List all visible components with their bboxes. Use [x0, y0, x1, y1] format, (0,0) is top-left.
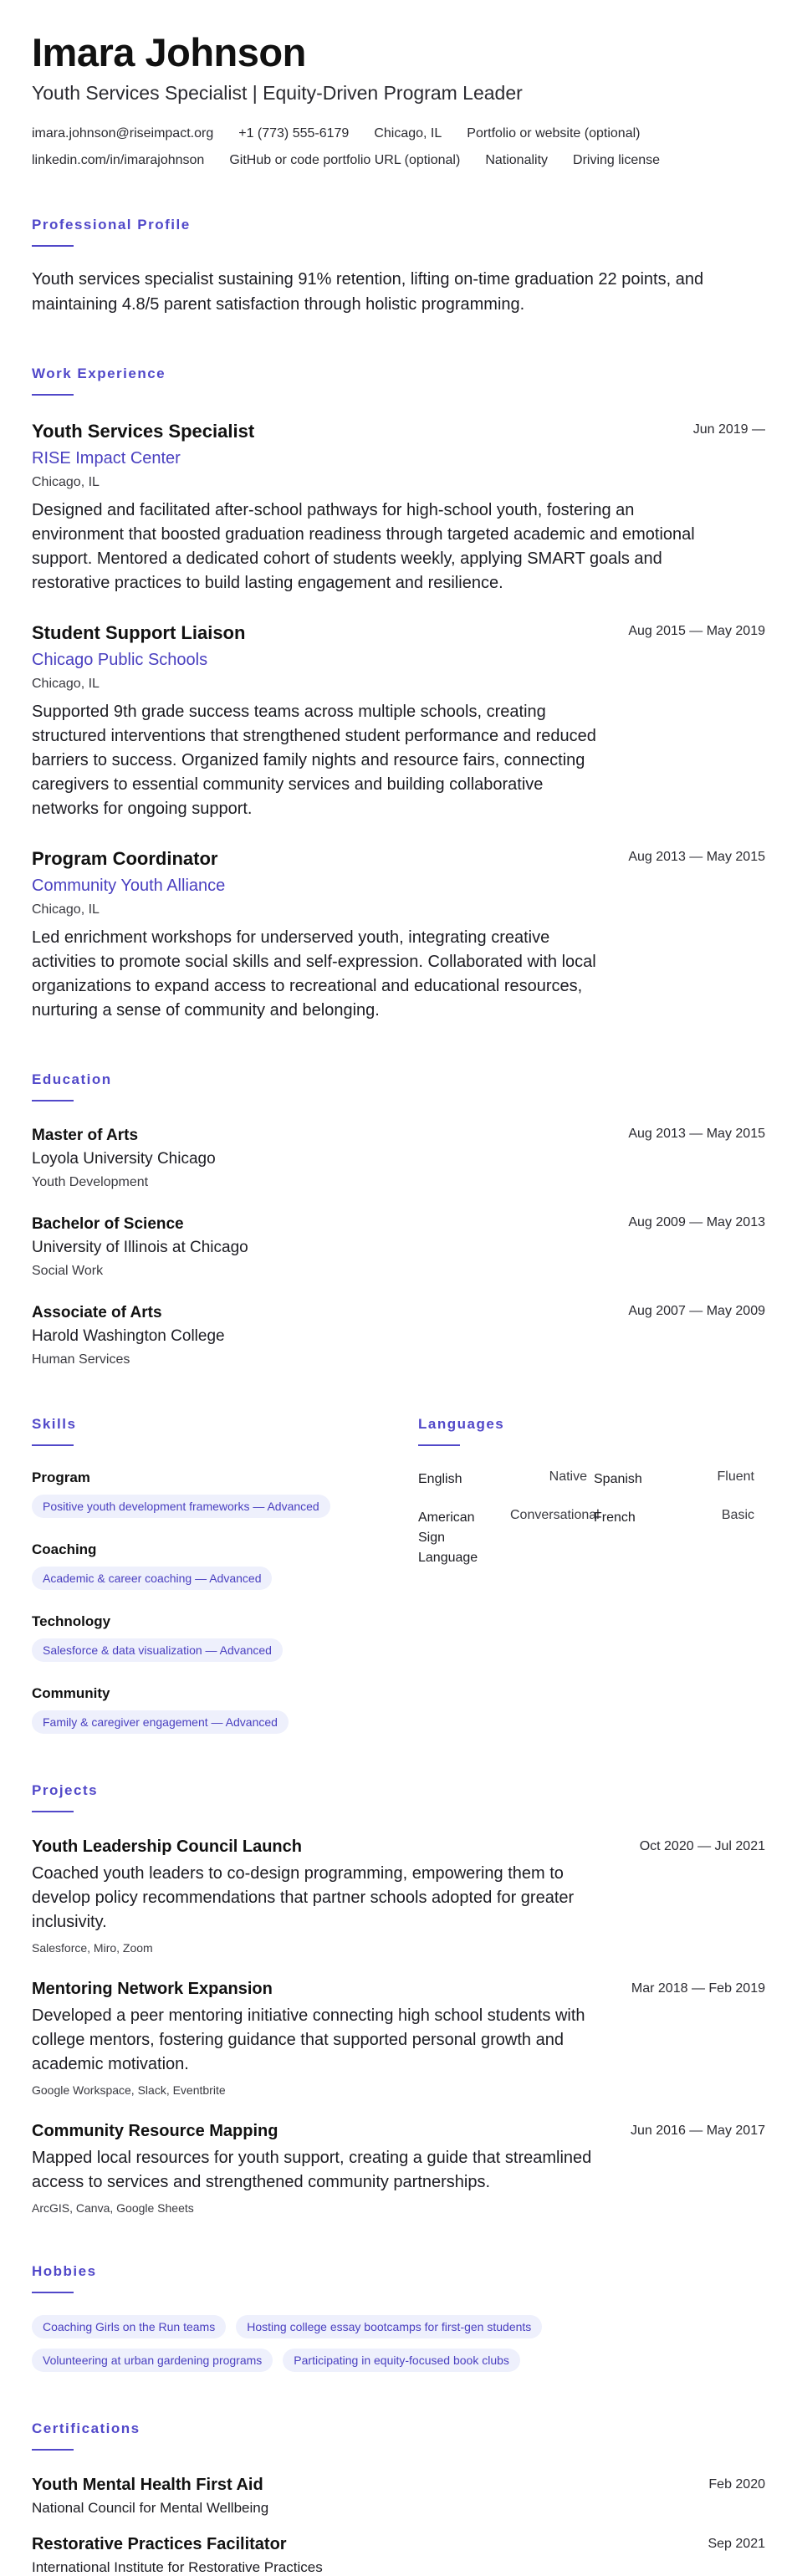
section-title-certifications: Certifications [32, 2420, 140, 2436]
language-name: French [594, 1510, 636, 1525]
job-organization: Community Youth Alliance [32, 877, 226, 895]
language-name: Spanish [594, 1472, 642, 1486]
profile-summary: Youth services specialist sustaining 91% retention, lifting on-time graduation 22 points, and maintaining 4.8/5 parent satisfaction through holistic programming. [32, 270, 704, 314]
languages-section [418, 1416, 765, 1734]
job-description: Led enrichment workshops for underserved youth, integrating creative activities to promote social skills and self-expression. Collaborated with local organizations to expand access to recreational and educational resources, nurturing a sense of community and belonging. [32, 928, 596, 1020]
certification-issuer: International Institute for Restorative Practices [32, 2559, 323, 2575]
language-name: English [418, 1472, 462, 1486]
contact-location: Chicago, IL [374, 126, 442, 141]
project-title: Community Resource Mapping [32, 2122, 278, 2140]
job-dates: Aug 2015 — May 2019 [628, 624, 765, 638]
section-divider [32, 245, 74, 247]
project-dates: Mar 2018 — Feb 2019 [631, 1981, 765, 1996]
education-field: Social Work [32, 1264, 104, 1278]
hobby-chip: Volunteering at urban gardening programs [32, 2349, 273, 2372]
project-entry [32, 1837, 765, 1955]
education-field: Youth Development [32, 1175, 149, 1189]
job-location: Chicago, IL [32, 475, 100, 489]
job-entry [32, 421, 765, 595]
project-tools: ArcGIS, Canva, Google Sheets [32, 2201, 194, 2215]
project-tools: Google Workspace, Slack, Eventbrite [32, 2083, 226, 2097]
skill-group [32, 1541, 418, 1590]
contact-linkedin[interactable]: linkedin.com/in/imarajohnson [32, 153, 205, 167]
hobby-list [32, 2315, 634, 2372]
section-divider [418, 1444, 460, 1446]
job-title: Student Support Liaison [32, 622, 246, 643]
certification-entry [32, 2535, 765, 2576]
job-dates: Jun 2019 — [692, 422, 765, 437]
education-dates: Aug 2013 — May 2015 [628, 1127, 765, 1141]
education-entry [32, 1215, 765, 1279]
job-organization: Chicago Public Schools [32, 651, 208, 669]
section-divider [32, 1444, 74, 1446]
skill-category: Technology [32, 1613, 111, 1629]
skill-chip: Positive youth development frameworks — Advanced [32, 1495, 330, 1518]
section-title-languages: Languages [418, 1416, 505, 1432]
language-level: Conversational [510, 1508, 600, 1522]
project-description: Coached youth leaders to co-design programming, empowering them to develop policy recommendations that partner schools adopted for greater inclusivity. [32, 1864, 575, 1931]
section-title-experience: Work Experience [32, 365, 166, 381]
education-entry [32, 1127, 765, 1190]
section-divider [32, 394, 74, 396]
job-location: Chicago, IL [32, 902, 100, 917]
hobby-chip: Coaching Girls on the Run teams [32, 2315, 226, 2338]
job-entry [32, 622, 765, 821]
profile-section [32, 217, 765, 317]
section-divider [32, 2449, 74, 2451]
certification-date: Sep 2021 [708, 2537, 765, 2551]
contact-github[interactable]: GitHub or code portfolio URL (optional) [229, 153, 461, 167]
education-school: Harold Washington College [32, 1327, 225, 1345]
skill-chip: Salesforce & data visualization — Advanced [32, 1638, 283, 1662]
contact-phone[interactable]: +1 (773) 555-6179 [238, 126, 350, 141]
section-title-hobbies: Hobbies [32, 2263, 97, 2279]
candidate-headline: Youth Services Specialist | Equity-Driven Program Leader [32, 82, 523, 104]
project-description: Mapped local resources for youth support, creating a guide that streamlined access to services and strengthened community partnerships. [32, 2149, 592, 2191]
skill-chip: Family & caregiver engagement — Advanced [32, 1710, 289, 1734]
education-degree: Associate of Arts [32, 1304, 162, 1321]
skill-category: Coaching [32, 1541, 97, 1557]
skill-group [32, 1685, 418, 1734]
contact-email[interactable]: imara.johnson@riseimpact.org [32, 126, 214, 141]
job-entry [32, 848, 765, 1023]
contact-nationality: Nationality [485, 153, 549, 167]
skills-languages-row [32, 1416, 765, 1734]
job-organization: RISE Impact Center [32, 449, 181, 468]
education-dates: Aug 2009 — May 2013 [628, 1215, 765, 1229]
hobby-chip: Participating in equity-focused book clubs [283, 2349, 520, 2372]
education-section [32, 1071, 765, 1367]
certification-entry [32, 2476, 765, 2517]
job-title: Program Coordinator [32, 848, 218, 869]
education-school: University of Illinois at Chicago [32, 1239, 248, 1256]
skill-group [32, 1613, 418, 1662]
education-dates: Aug 2007 — May 2009 [628, 1304, 765, 1318]
project-tools: Salesforce, Miro, Zoom [32, 1941, 153, 1955]
hobby-chip: Hosting college essay bootcamps for first-gen students [236, 2315, 542, 2338]
language-level: Basic [721, 1508, 754, 1522]
resume-header [32, 30, 765, 168]
contact-portfolio[interactable]: Portfolio or website (optional) [467, 126, 641, 141]
job-dates: Aug 2013 — May 2015 [628, 850, 765, 864]
section-divider [32, 1100, 74, 1101]
contact-driving-license: Driving license [573, 153, 661, 167]
certification-name: Restorative Practices Facilitator [32, 2535, 287, 2553]
education-degree: Bachelor of Science [32, 1215, 184, 1233]
hobbies-section [32, 2263, 765, 2372]
section-title-profile: Professional Profile [32, 217, 191, 233]
skill-group [32, 1469, 418, 1518]
language-level: Fluent [717, 1469, 754, 1484]
project-entry [32, 2122, 765, 2215]
contact-list [32, 126, 765, 168]
section-title-education: Education [32, 1071, 112, 1087]
job-description: Designed and facilitated after-school pathways for high-school youth, fostering an environment that boosted graduation readiness through targeted academic and emotional support. Mentored a dedicated cohort of students weekly, applying SMART goals and restorative practices to build lasting engagement and resilience. [32, 501, 695, 592]
certification-issuer: National Council for Mental Wellbeing [32, 2500, 269, 2516]
skills-section [32, 1416, 418, 1734]
certification-name: Youth Mental Health First Aid [32, 2476, 263, 2494]
skill-category: Community [32, 1685, 110, 1701]
skill-category: Program [32, 1469, 90, 1485]
section-title-skills: Skills [32, 1416, 77, 1432]
project-dates: Jun 2016 — May 2017 [631, 2124, 765, 2138]
education-degree: Master of Arts [32, 1127, 139, 1144]
job-description: Supported 9th grade success teams across multiple schools, creating structured interventions that strengthened student performance and reduced barriers to success. Organized family nights and resource fairs, connecting caregivers to essential community services and building collaborative networks for ongoing support. [32, 703, 596, 818]
section-divider [32, 1811, 74, 1812]
language-name: American Sign Language [418, 1510, 478, 1565]
certifications-section [32, 2420, 765, 2576]
experience-section [32, 365, 765, 1023]
job-location: Chicago, IL [32, 677, 100, 691]
education-school: Loyola University Chicago [32, 1150, 216, 1168]
skill-chip: Academic & career coaching — Advanced [32, 1567, 272, 1590]
project-title: Mentoring Network Expansion [32, 1980, 273, 1998]
language-level: Native [549, 1469, 587, 1484]
education-entry [32, 1304, 765, 1367]
section-divider [32, 2292, 74, 2293]
education-field: Human Services [32, 1352, 130, 1367]
section-title-projects: Projects [32, 1782, 99, 1798]
project-title: Youth Leadership Council Launch [32, 1837, 302, 1856]
project-description: Developed a peer mentoring initiative connecting high school students with college mentors, fostering guidance that supported personal growth and academic motivation. [32, 2006, 585, 2073]
job-title: Youth Services Specialist [32, 421, 255, 442]
language-list [418, 1469, 765, 1568]
project-entry [32, 1980, 765, 2097]
project-dates: Oct 2020 — Jul 2021 [639, 1839, 765, 1853]
projects-section [32, 1782, 765, 2215]
certification-date: Feb 2020 [708, 2477, 765, 2492]
candidate-name: Imara Johnson [32, 30, 306, 74]
